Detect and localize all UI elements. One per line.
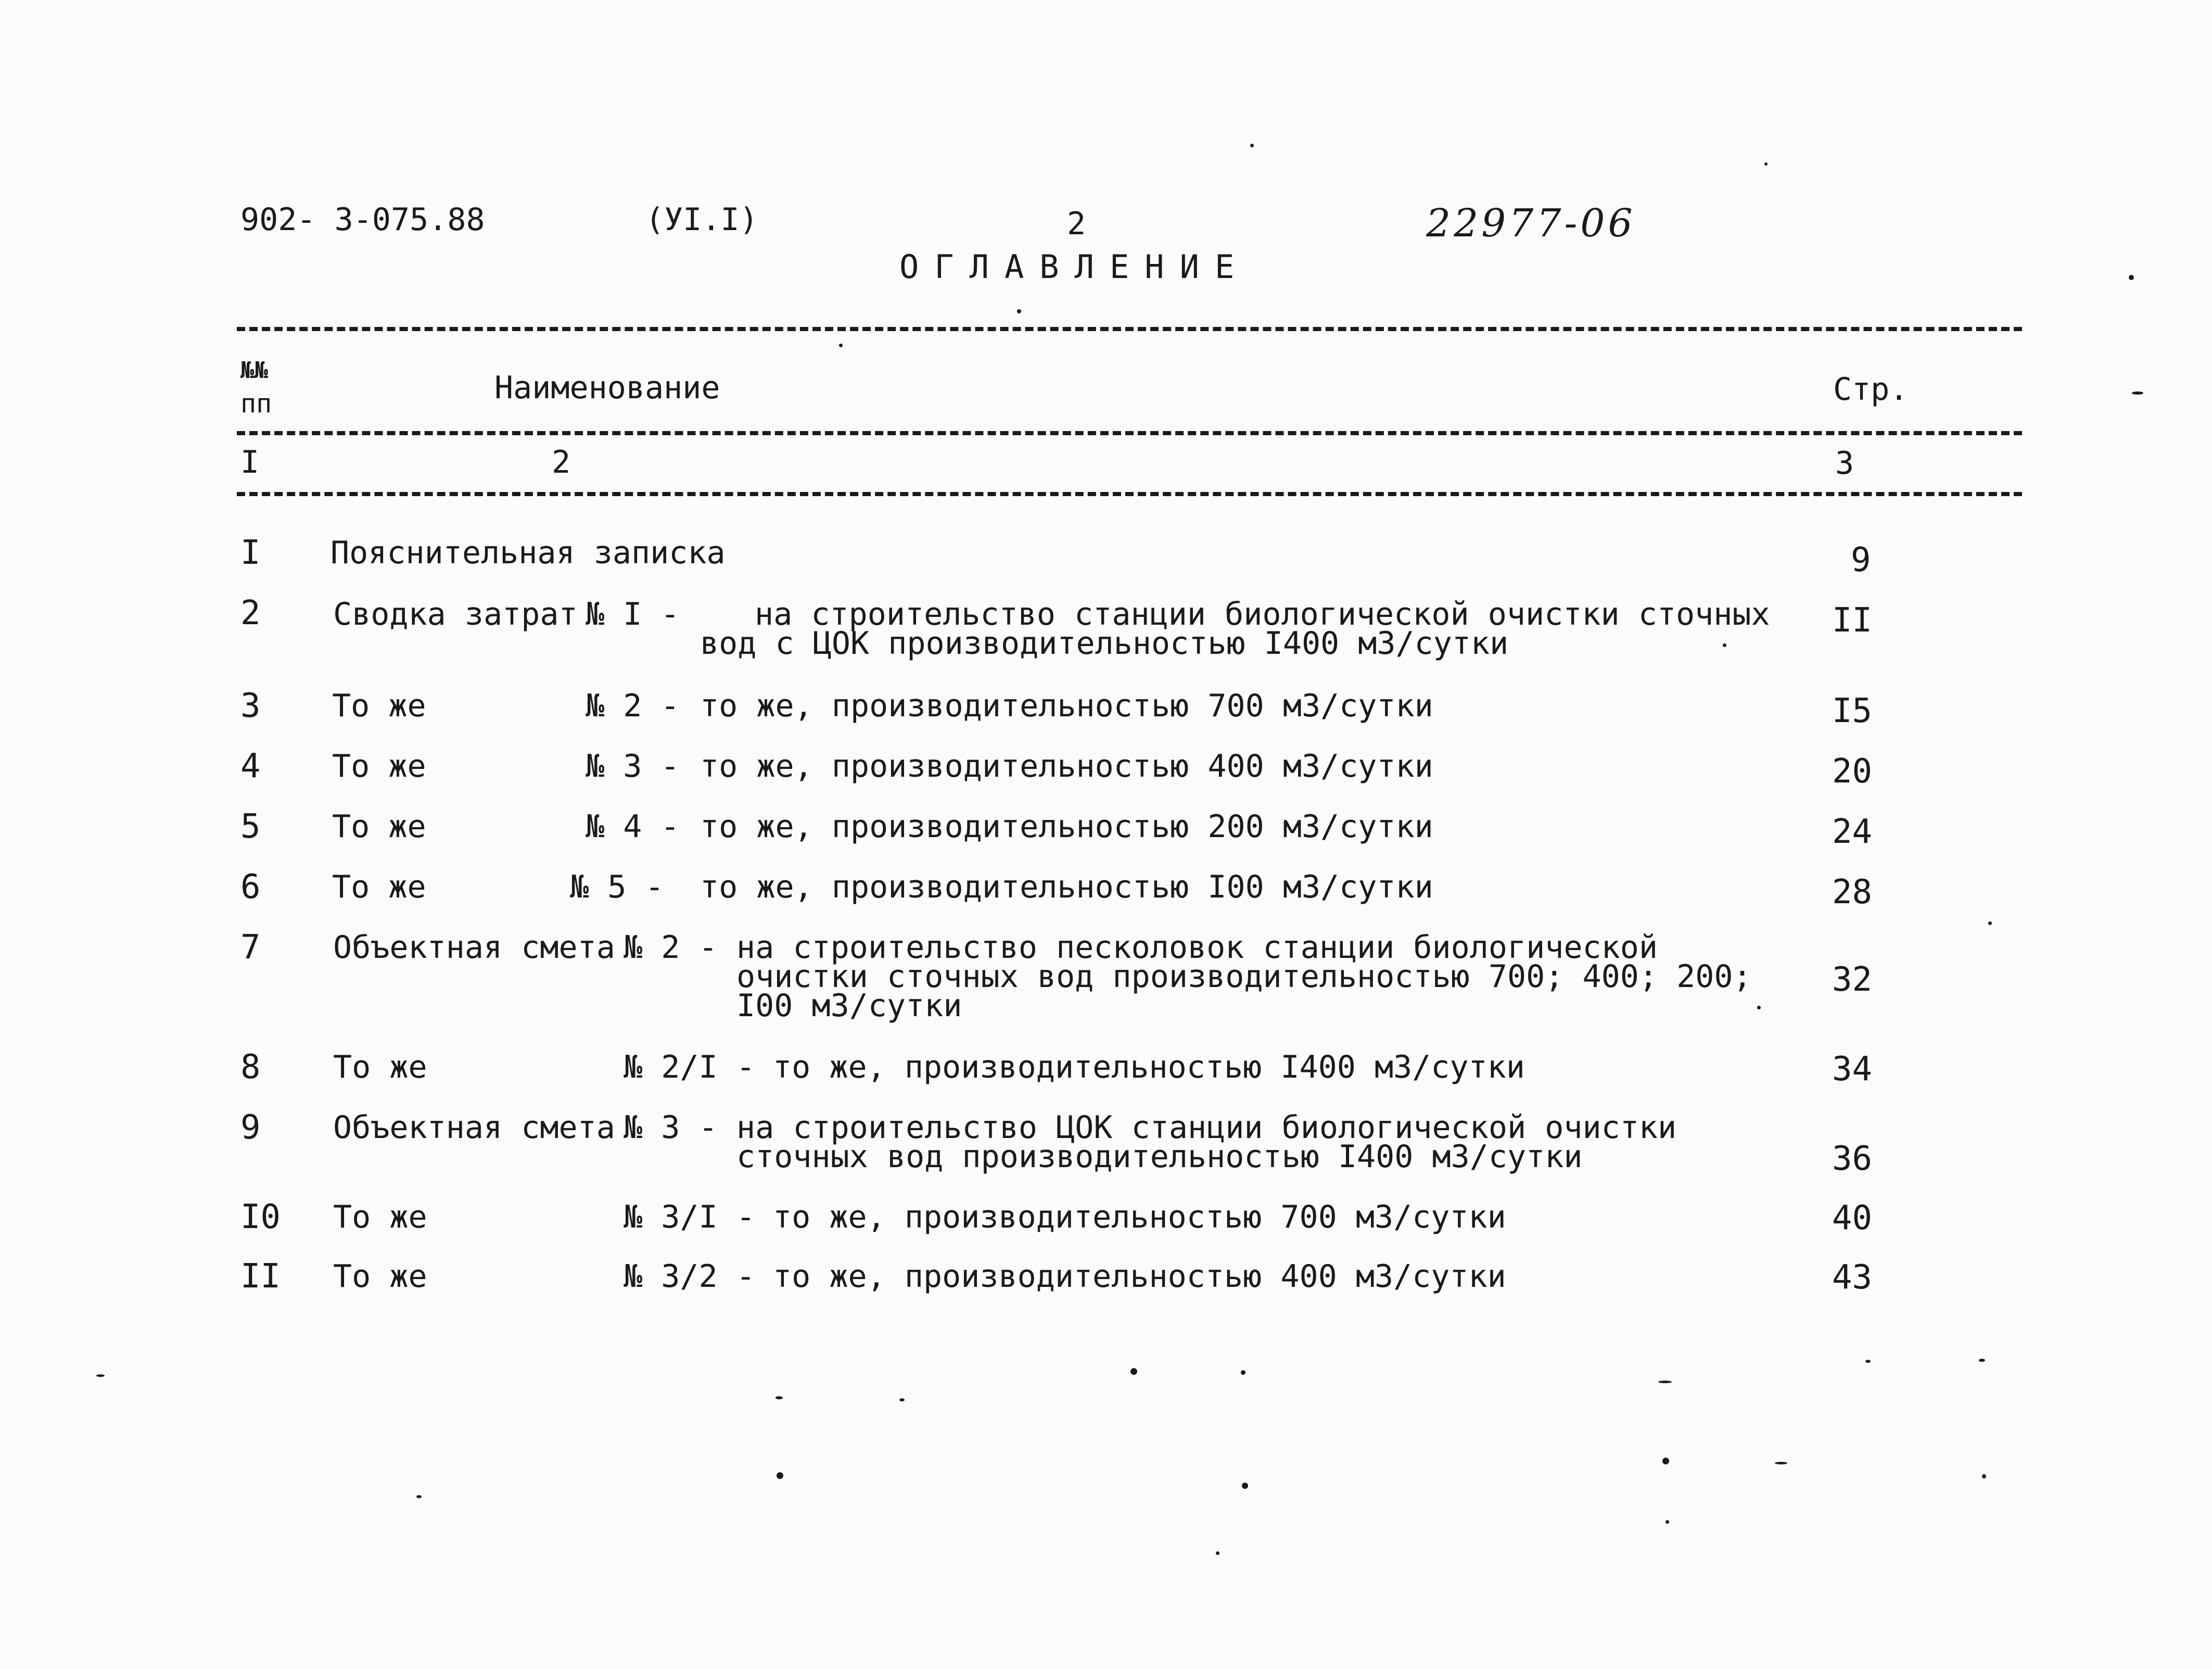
row-estimate-number: № 2/I - xyxy=(624,1049,755,1085)
row-estimate-number: № 3 - xyxy=(624,1109,718,1146)
row-number: I xyxy=(240,534,261,572)
row-number: 7 xyxy=(240,928,261,967)
row-label: То же xyxy=(333,1258,427,1295)
scan-speck xyxy=(1658,1381,1672,1383)
row-text-line1: на строительство станции биологической очистки сточных xyxy=(755,596,1770,633)
row-page: I5 xyxy=(1832,692,1873,730)
rule-mid xyxy=(237,431,2022,435)
row-text-line1: то же, производительностью 700 м3/сутки xyxy=(700,688,1433,724)
scan-speck xyxy=(1250,144,1254,147)
row-text-line1: на строительство песколовок станции биологической xyxy=(736,929,1658,966)
row-estimate-number: № 3/I - xyxy=(624,1199,755,1235)
row-page: II xyxy=(1832,601,1873,640)
row-text-line1: то же, производительностью 200 м3/сутки xyxy=(700,808,1433,845)
scan-speck xyxy=(1241,1370,1245,1375)
row-number: 6 xyxy=(240,868,261,906)
row-number: I0 xyxy=(240,1198,281,1236)
column-name-heading: Наименование xyxy=(494,370,720,406)
scan-speck xyxy=(1216,1551,1219,1555)
row-label: Объектная смета xyxy=(333,929,615,966)
column-number-heading-2: пп xyxy=(240,388,272,419)
row-number: 8 xyxy=(240,1048,261,1086)
row-text-line3: I00 м3/сутки xyxy=(736,988,962,1024)
row-label: То же xyxy=(333,1199,427,1235)
scan-speck xyxy=(839,344,843,347)
row-page: 40 xyxy=(1832,1199,1873,1237)
scan-speck xyxy=(416,1495,422,1498)
row-page: 28 xyxy=(1832,873,1873,912)
scan-speck xyxy=(1130,1368,1137,1375)
row-estimate-number: № 5 - xyxy=(570,869,664,905)
scan-speck xyxy=(1662,1458,1669,1464)
scan-speck xyxy=(1988,921,1992,925)
column-index-1: I xyxy=(240,444,260,481)
row-label: Объектная смета xyxy=(333,1109,615,1146)
row-estimate-number: № I - xyxy=(586,596,680,633)
scan-speck xyxy=(1865,1360,1871,1363)
row-number: II xyxy=(240,1257,281,1296)
page-title: ОГЛАВЛЕНИЕ xyxy=(899,248,1250,286)
row-number: 3 xyxy=(240,687,261,725)
row-text: Пояснительная записка xyxy=(330,535,726,571)
scan-speck xyxy=(1723,643,1726,647)
scan-speck xyxy=(899,1398,905,1401)
scan-speck xyxy=(1757,1006,1761,1009)
row-label: То же xyxy=(333,1049,427,1085)
row-number: 9 xyxy=(240,1108,261,1147)
scan-speck xyxy=(1666,1520,1669,1524)
scan-speck xyxy=(1775,1462,1787,1464)
row-label: То же xyxy=(332,869,426,905)
row-text-line1: то же, производительностью I400 м3/сутки xyxy=(773,1049,1525,1085)
row-number: 2 xyxy=(240,594,261,633)
row-estimate-number: № 3 - xyxy=(586,748,680,785)
row-text-line1: то же, производительностью 700 м3/сутки xyxy=(773,1199,1506,1235)
scan-speck xyxy=(1982,1474,1986,1478)
row-page: 20 xyxy=(1832,752,1873,791)
sheet-number: 2 xyxy=(1067,206,1086,242)
row-estimate-number: № 2 - xyxy=(624,929,718,966)
row-text-line2: вод с ЦОК производительностью I400 м3/сутки xyxy=(700,625,1509,662)
row-text-line1: на строительство ЦОК станции биологической очистки xyxy=(736,1109,1677,1146)
row-estimate-number: № 4 - xyxy=(586,808,680,845)
album-number: (УI.I) xyxy=(645,201,758,238)
column-page-heading: Стр. xyxy=(1833,371,1909,408)
rule-top xyxy=(237,327,2022,331)
row-label: То же xyxy=(332,688,426,724)
scan-speck xyxy=(2129,275,2134,280)
rule-bottom xyxy=(237,492,2022,496)
column-number-heading-1: №№ xyxy=(240,357,268,384)
row-number: 5 xyxy=(240,807,261,846)
scan-speck xyxy=(1242,1483,1248,1489)
scan-speck xyxy=(2132,391,2143,395)
document-code: 902- 3-075.88 xyxy=(240,201,485,238)
row-text-line1: то же, производительностью I00 м3/сутки xyxy=(700,869,1433,905)
scan-speck xyxy=(1764,162,1768,166)
column-index-2: 2 xyxy=(552,444,571,481)
row-estimate-number: № 2 - xyxy=(586,688,680,724)
row-label: Сводка затрат xyxy=(333,596,578,633)
scan-speck xyxy=(777,1472,783,1479)
column-index-3: 3 xyxy=(1835,445,1854,482)
row-number: 4 xyxy=(240,747,261,786)
row-text-line2: очистки сточных вод производительностью 700; 400; 200; xyxy=(736,958,1752,995)
scan-speck xyxy=(96,1374,105,1377)
row-text-line1: то же, производительностью 400 м3/сутки xyxy=(700,748,1433,785)
row-estimate-number: № 3/2 - xyxy=(624,1258,755,1295)
row-page: 32 xyxy=(1832,960,1873,999)
row-page: 43 xyxy=(1832,1258,1873,1297)
row-text-line2: сточных вод производительностью I400 м3/сутки xyxy=(736,1139,1583,1175)
scan-speck xyxy=(1979,1359,1985,1362)
inventory-number: 22977-06 xyxy=(1426,201,1636,246)
row-page: 9 xyxy=(1851,541,1871,579)
row-label: То же xyxy=(332,748,426,785)
row-label: То же xyxy=(332,808,426,845)
row-page: 36 xyxy=(1832,1140,1873,1178)
row-page: 34 xyxy=(1832,1050,1873,1089)
scan-speck xyxy=(776,1396,783,1399)
row-page: 24 xyxy=(1832,813,1873,851)
scan-speck xyxy=(1017,309,1021,313)
row-text-line1: то же, производительностью 400 м3/сутки xyxy=(773,1258,1506,1295)
